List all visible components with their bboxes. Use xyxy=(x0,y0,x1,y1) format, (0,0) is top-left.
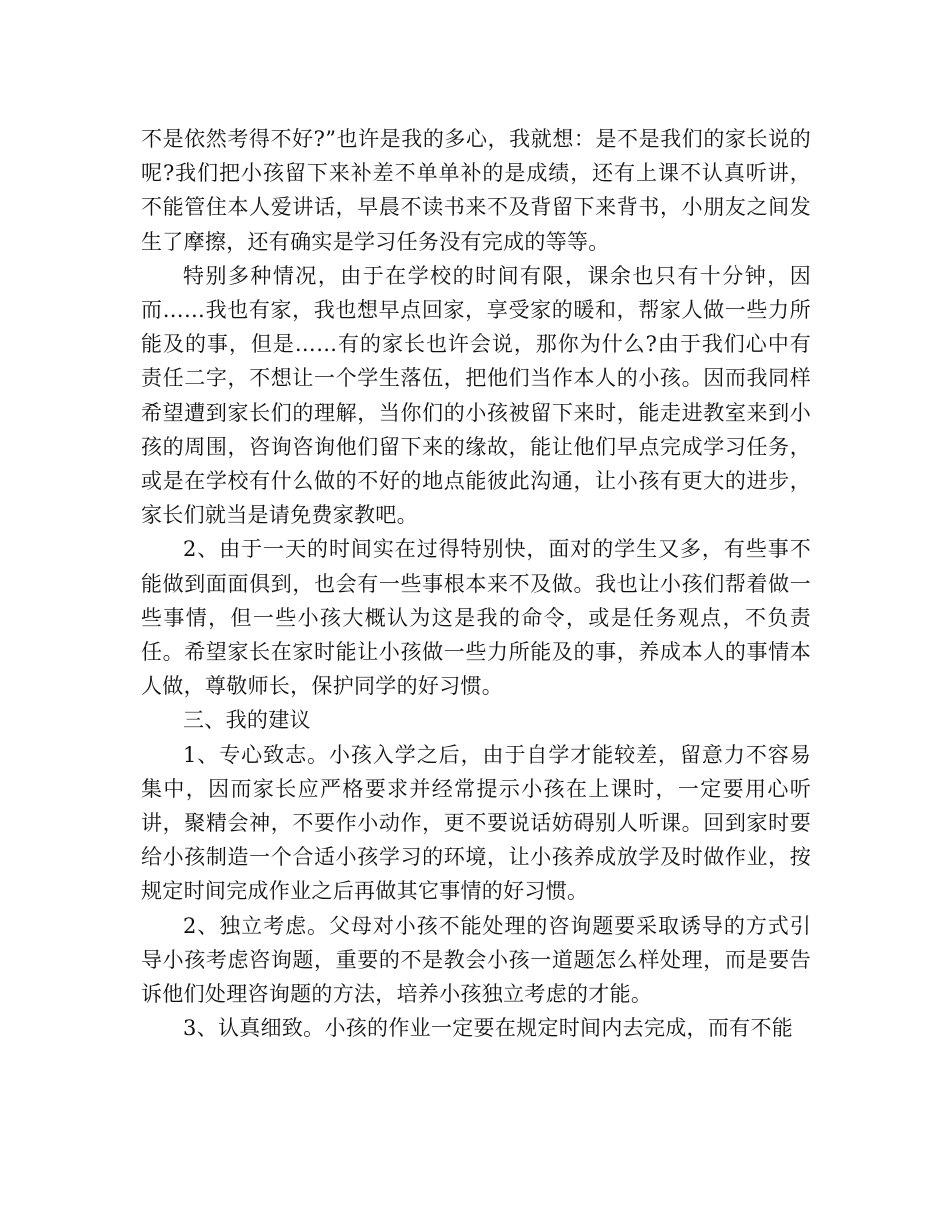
paragraph-5: 2、独立考虑。父母对小孩不能处理的咨询题要采取诱导的方式引导小孩考虑咨询题，重要的不是教会小孩一道题怎么样处理，而是要告诉他们处理咨询题的方法，培养小孩独立考虑的才能。 xyxy=(141,913,811,1007)
paragraph-2: 特别多种情况，由于在学校的时间有限，课余也只有十分钟，因而……我也有家，我也想早点回家，享受家的暖和，帮家人做一些力所能及的事，但是……有的家长也许会说，那你为什么?由于我们心中有责任二字，不想让一个学生落伍，把他们当作本人的小孩。因而我同样希望遭到家长们的理解，当你们的小孩被留下来时，能走进教室来到小孩的周围，咨询咨询他们留下来的缘故，能让他们早点完成学习任务，或是在学校有什么做的不好的地点能彼此沟通，让小孩有更大的进步，家长们就当是请免费家教吧。 xyxy=(141,263,811,528)
paragraph-6: 3、认真细致。小孩的作业一定要在规定时间内去完成，而有不能 xyxy=(183,1016,794,1041)
paragraph-3: 2、由于一天的时间实在过得特别快，面对的学生又多，有些事不能做到面面俱到，也会有一些事根本来不及做。我也让小孩们帮着做一些事情，但一些小孩大概认为这是我的命令，或是任务观点，不负责任。希望家长在家时能让小孩做一些力所能及的事，养成本人的事情本人做，尊敬师长，保护同学的好习惯。 xyxy=(141,537,811,699)
document-body xyxy=(141,122,811,1045)
section-heading: 三、我的建议 xyxy=(183,708,311,733)
paragraph-4: 1、专心致志。小孩入学之后，由于自学才能较差，留意力不容易集中，因而家长应严格要求并经常提示小孩在上课时，一定要用心听讲，聚精会神，不要作小动作，更不要说话妨碍别人听课。回到家时要给小孩制造一个合适小孩学习的环境，让小孩养成放学及时做作业，按规定时间完成作业之后再做其它事情的好习惯。 xyxy=(141,742,811,904)
paragraph-1: 不是依然考得不好?”也许是我的多心，我就想：是不是我们的家长说的呢?我们把小孩留下来补差不单单补的是成绩，还有上课不认真听讲，不能管住本人爱讲话，早晨不读书来不及背留下来背书，小朋友之间发生了摩擦，还有确实是学习任务没有完成的等等。 xyxy=(141,127,811,254)
